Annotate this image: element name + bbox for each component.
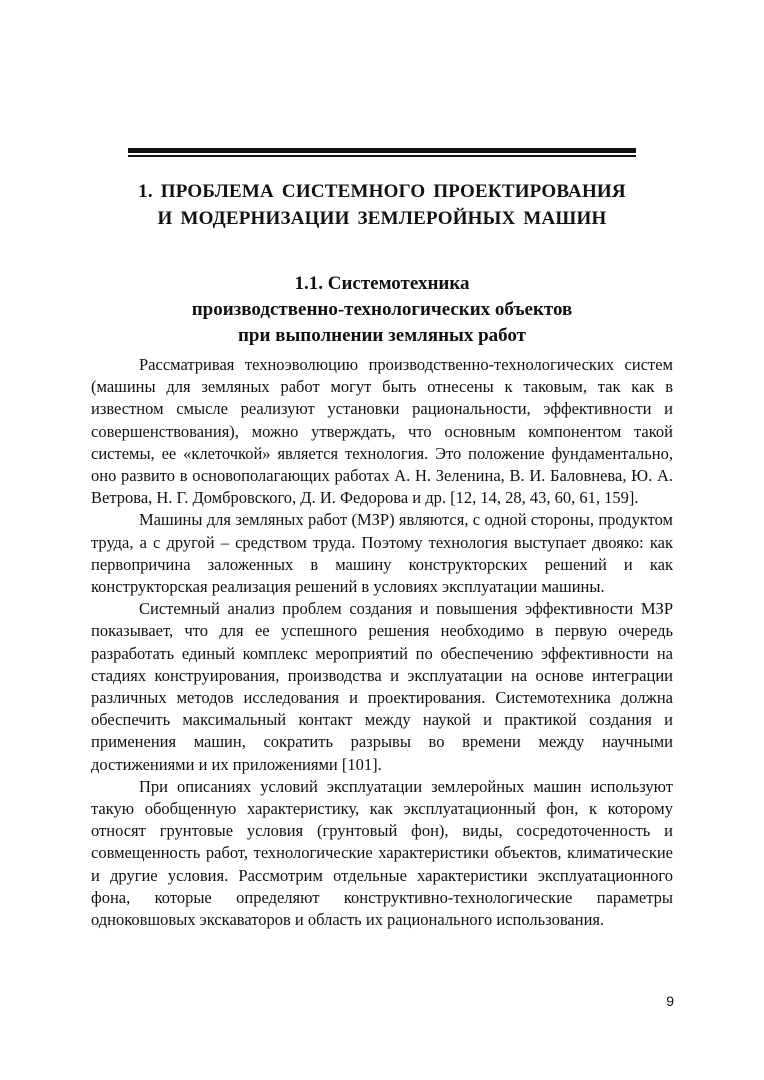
chapter-title-line: И МОДЕРНИЗАЦИИ ЗЕМЛЕРОЙНЫХ МАШИН: [157, 208, 607, 229]
page-number: 9: [666, 993, 674, 1009]
paragraph: Рассматривая техноэволюцию производственно-технологических систем (машины для земляных работ могут быть отнесены к таковым, так как в известном смысле реализуют установки рациональности, эффективности и совершенствования), можно утверждать, что основным компонентом такой системы, ее «клеточкой» является технология. Это положение фундаментально, оно развито в основополагающих работах А. Н. Зеленина, В. И. Баловнева, Ю. А. Ветрова, Н. Г. Домбровского, Д. И. Федорова и др. [12, 14, 28, 43, 60, 61, 159].: [91, 355, 673, 508]
chapter-title-line: 1. ПРОБЛЕМА СИСТЕМНОГО ПРОЕКТИРОВАНИЯ: [138, 181, 626, 202]
section-title-line: 1.1. Системотехника: [294, 273, 470, 294]
rule-thick-line: [128, 148, 636, 153]
section-title: [100, 271, 664, 349]
body-text: [91, 354, 673, 931]
chapter-title: [100, 178, 664, 232]
paragraph: Машины для земляных работ (МЗР) являются, с одной стороны, продуктом труда, а с другой – средством труда. Поэтому технология выступает двояко: как первопричина заложенных в машину конструкторских решений и как конструкторская реализация решений в условиях эксплуатации машины.: [91, 510, 673, 597]
section-title-line: при выполнении земляных работ: [237, 325, 526, 346]
paragraph: Системный анализ проблем создания и повышения эффективности МЗР показывает, что для ее успешного решения необходимо в первую очередь разработать единый комплекс мероприятий по обеспечению эффективности на стадиях конструирования, производства и эксплуатации на основе интеграции различных методов исследования и проектирования. Системотехника должна обеспечить максимальный контакт между наукой и практикой создания и применения машин, сократить разрывы во времени между научными достижениями и их приложениями [101].: [91, 599, 673, 774]
chapter-rule: [128, 148, 636, 158]
paragraph: При описаниях условий эксплуатации землеройных машин используют такую обобщенную характеристику, как эксплуатационный фон, к которому относят грунтовые условия (грунтовый фон), виды, сосредоточенность и совмещенность работ, технологические характеристики объектов, климатические и другие условия. Рассмотрим отдельные характеристики эксплуатационного фона, которые определяют конструктивно-технологические параметры одноковшовых экскаваторов и область их рационального использования.: [91, 776, 673, 930]
section-title-line: производственно-технологических объектов: [191, 299, 573, 320]
rule-thin-line: [128, 155, 636, 157]
